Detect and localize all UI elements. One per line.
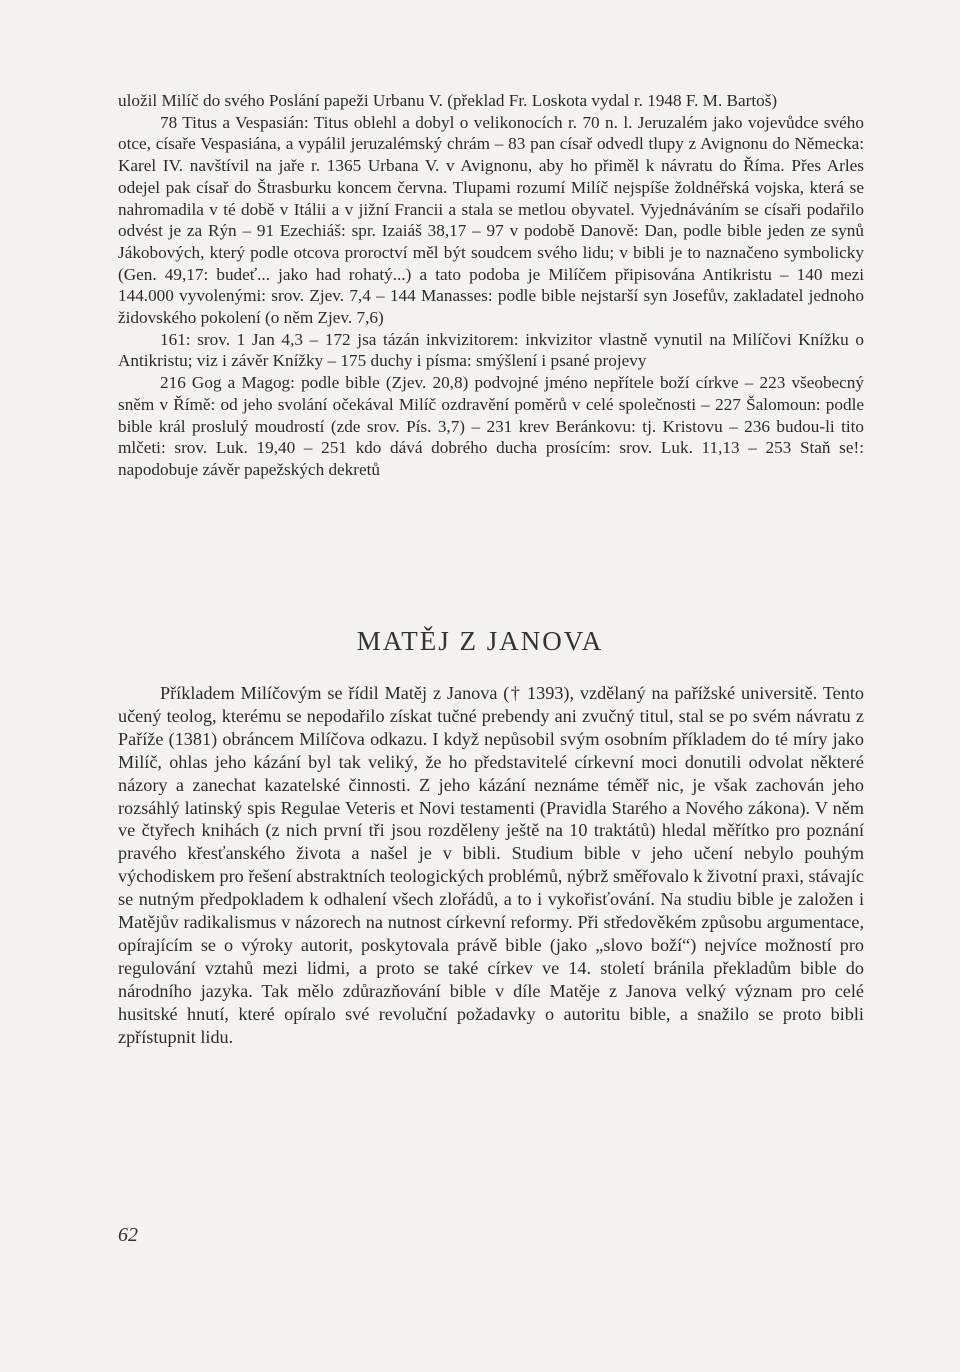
note-paragraph: 78 Titus a Vespasián: Titus oblehl a dobyl o velikonocích r. 70 n. l. Jeruzalém jako vojevůdce svého otce, císaře Vespasiána, a vypálil jeruzalémský chrám – 83 pan císař odvedl tlupy z Avignonu do Německa: Karel IV. navštívil na jaře r. 1365 Urbana V. v Avignonu, aby ho přiměl k návratu do Říma. Přes Arles odejel pak císař do Štrasburku koncem června. Tlupami rozumí Milíč nejspíše žoldnéřská vojska, která se nahromadila v té době v Itálii a v jižní Francii a stala se metlou obyvatel. Vyjednáváním se císaři podařilo odvést je za Rýn – 91 Ezechiáš: spr. Izaiáš 38,17 – 97 v podobě Danově: Dan, podle bible jeden ze synů Jákobových, který podle otcova proroctví měl být soudcem svého lidu; v bibli je to naznačeno symbolicky (Gen. 49,17: budeť... jako had rohatý...) a tato podoba je Milíčem připisována Antikristu – 140 mezi 144.000 vyvolenými: srov. Zjev. 7,4 – 144 Manasses: podle bible nejstarší syn Josefův, zakladatel jednoho židovského pokolení (o něm Zjev. 7,6): [118, 112, 864, 328]
endnotes: [118, 90, 864, 481]
note-paragraph: 161: srov. 1 Jan 4,3 – 172 jsa tázán inkvizitorem: inkvizitor vlastně vynutil na Milíčovi Knížku o Antikristu; viz i závěr Knížky – 175 duchy i písma: smýšlení i psané projevy: [118, 329, 864, 371]
note-paragraph: uložil Milíč do svého Poslání papeži Urbanu V. (překlad Fr. Loskota vydal r. 1948 F. M. Bartoš): [118, 91, 778, 110]
chapter-body: [118, 682, 864, 1049]
page-number: 62: [118, 1224, 138, 1246]
body-paragraph: Příkladem Milíčovým se řídil Matěj z Janova († 1393), vzdělaný na pařížské universitě. Tento učený teolog, kterému se nepodařilo získat tučné prebendy ani zvučný titul, stal se po svém návratu z Paříže (1381) obráncem Milíčova odkazu. I když nepůsobil svým osobním příkladem do té míry jako Milíč, ohlas jeho kázání byl tak veliký, že ho představitelé církevní moci donutili odvolat některé názory a zanechat kazatelské činnosti. Z jeho kázání neznáme téměř nic, je však zachován jeho rozsáhlý latinský spis Regulae Veteris et Novi testamenti (Pravidla Starého a Nového zákona). V něm ve čtyřech knihách (z nich první tři jsou rozděleny ještě na 10 traktátů) hledal měřítko pro poznání pravého křesťanského života a našel je v bibli. Studium bible v jeho učení nebylo pouhým východiskem pro řešení abstraktních teologických problémů, nýbrž směřovalo k životní praxi, stávajíc se nutným předpokladem k odhalení všech zlořádů, a to i vykořisťování. Na studiu bible je založen i Matějův radikalismus v názorech na nutnost církevní reformy. Při středověkém způsobu argumentace, opírajícím se o výroky autorit, poskytovala právě bible (jako „slovo boží“) nejvíce možností pro regulování vztahů mezi lidmi, a proto se také církev ve 14. století bránila překladům bible do národního jazyka. Tak mělo zdůrazňování bible v díle Matěje z Janova velký význam pro celé husitské hnutí, které opíralo své revoluční požadavky o autoritu bible, a snažilo se proto bibli zpřístupnit lidu.: [118, 683, 864, 1047]
note-paragraph: 216 Gog a Magog: podle bible (Zjev. 20,8) podvojné jméno nepřítele boží církve – 223 všeobecný sněm v Římě: od jeho svolání očekával Milíč ozdravění poměrů v celé společnosti – 227 Šalomoun: podle bible král proslulý moudrostí (zde srov. Pís. 3,7) – 231 krev Beránkovu: tj. Kristovu – 236 budou-li tito mlčeti: srov. Luk. 19,40 – 251 kdo dává dobrého ducha prosícím: srov. Luk. 11,13 – 253 Staň se!: napodobuje závěr papežských dekretů: [118, 373, 864, 479]
chapter-heading: MATĚJ Z JANOVA: [356, 626, 604, 656]
